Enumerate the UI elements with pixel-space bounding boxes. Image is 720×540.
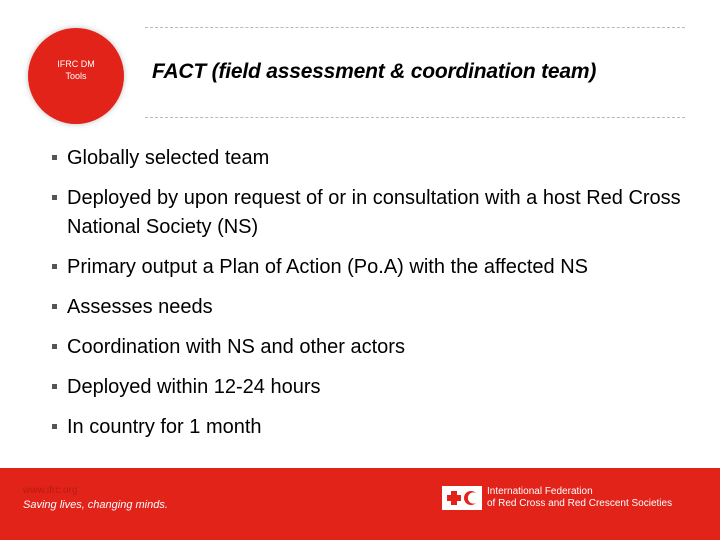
ifrc-name-line-1: International Federation bbox=[487, 486, 593, 497]
header-top-divider bbox=[145, 27, 685, 28]
badge-line-2: Tools bbox=[65, 71, 87, 81]
ifrc-logo bbox=[442, 486, 672, 510]
bullet-item bbox=[52, 413, 702, 442]
bullet-item bbox=[52, 184, 702, 242]
bullet-item bbox=[52, 144, 702, 173]
ifrc-name-line-2: of Red Cross and Red Crescent Societies bbox=[487, 498, 673, 509]
bullet-square-icon bbox=[52, 384, 57, 389]
bullet-text: Primary output a Plan of Action (Po.A) with the affected NS bbox=[67, 256, 589, 278]
ifrc-dm-tools-badge bbox=[28, 28, 124, 124]
bullet-item bbox=[52, 253, 702, 282]
bullet-list bbox=[52, 144, 702, 453]
bullet-square-icon bbox=[52, 424, 57, 429]
bullet-square-icon bbox=[52, 195, 57, 200]
slide-title: FACT (field assessment & coordination team) bbox=[152, 60, 597, 83]
ifrc-name bbox=[487, 486, 672, 510]
header-bottom-divider bbox=[145, 117, 685, 118]
bullet-item bbox=[52, 293, 702, 322]
footer-tagline: Saving lives, changing minds. bbox=[23, 499, 168, 511]
bullet-text: Deployed by upon request of or in consultation with a host Red Cross National Society (NS) bbox=[67, 187, 681, 238]
bullet-text: Coordination with NS and other actors bbox=[67, 336, 405, 358]
bullet-text: In country for 1 month bbox=[67, 416, 262, 438]
bullet-text: Deployed within 12-24 hours bbox=[67, 376, 321, 398]
bullet-square-icon bbox=[52, 155, 57, 160]
bullet-text: Assesses needs bbox=[67, 296, 213, 318]
bullet-item bbox=[52, 333, 702, 362]
footer-bar bbox=[0, 468, 720, 540]
footer-url[interactable]: www.ifrc.org bbox=[23, 485, 78, 496]
bullet-text: Globally selected team bbox=[67, 147, 270, 169]
bullet-square-icon bbox=[52, 344, 57, 349]
bullet-square-icon bbox=[52, 264, 57, 269]
badge-line-1: IFRC DM bbox=[57, 59, 95, 69]
bullet-square-icon bbox=[52, 304, 57, 309]
red-cross-red-crescent-icon bbox=[442, 486, 482, 510]
bullet-item bbox=[52, 373, 702, 402]
